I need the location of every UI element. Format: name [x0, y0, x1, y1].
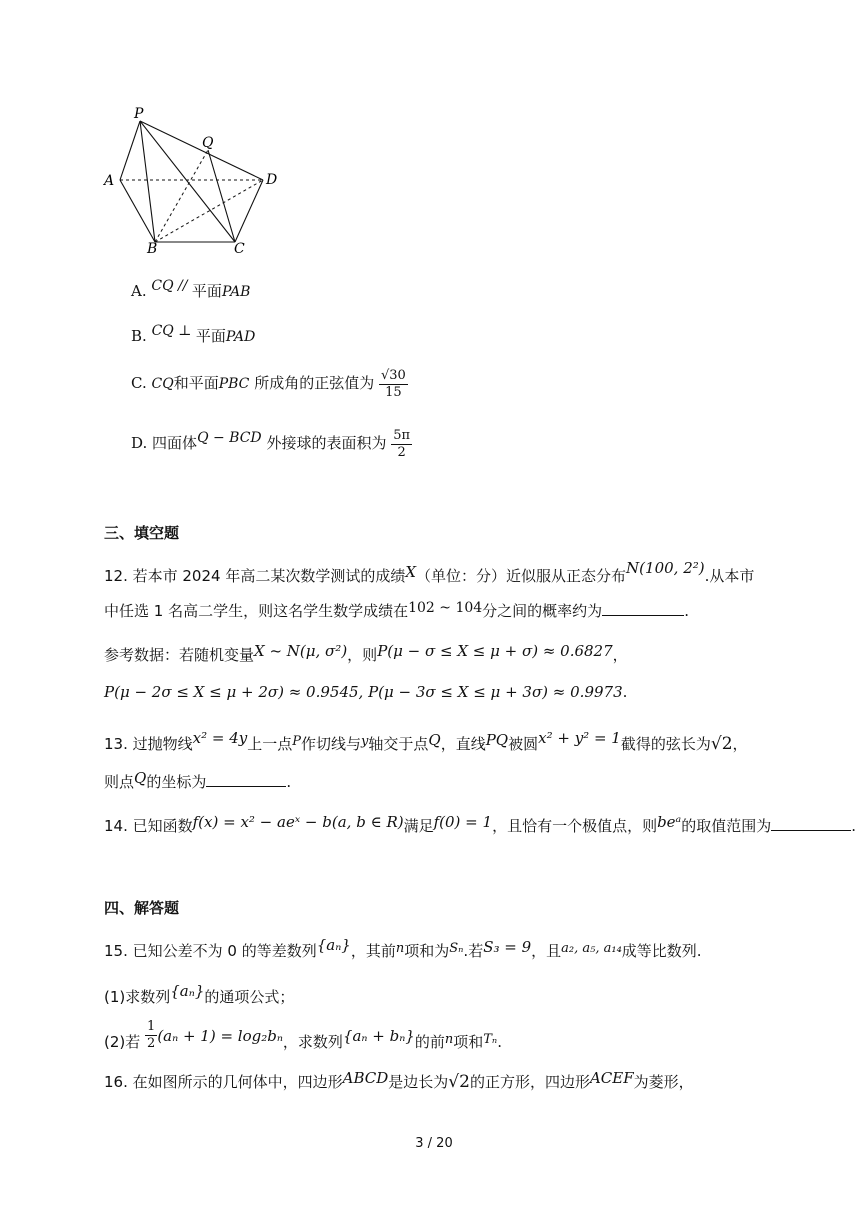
- edge-BD: [155, 180, 263, 242]
- label-Q: Q: [202, 135, 214, 151]
- q13-line2: 则点Q的坐标为 .: [104, 769, 292, 791]
- edge-AB: [120, 180, 155, 242]
- label-D: D: [266, 172, 278, 188]
- geometry-figure: [100, 105, 290, 260]
- q14-answer-blank[interactable]: [771, 830, 851, 831]
- option-d: D. 四面体Q − BCD 外接球的表面积为 $\frac{5\pi}{2}$: [131, 428, 411, 460]
- edge-CD: [235, 180, 263, 242]
- label-P: P: [134, 106, 144, 122]
- section-title-fill-in: 三、填空题: [104, 524, 180, 542]
- label-C: C: [234, 241, 245, 257]
- q12-line1: 12. 若本市 2024 年高二某次数学测试的成绩X（单位：分）近似服从正态分布N(100, 2²).从本市: [104, 559, 755, 585]
- section-title-solutions: 四、解答题: [104, 899, 180, 917]
- option-b: B. CQ ⊥ 平面PAD: [131, 323, 256, 345]
- q13-answer-blank[interactable]: [206, 786, 286, 787]
- option-a: A. CQ // 平面PAB: [131, 278, 251, 300]
- label-A: A: [104, 173, 115, 189]
- q12-reference: 参考数据：若随机变量X ~ N(μ, σ²)，则P(μ − σ ≤ X ≤ μ + σ) ≈ 0.6827，: [104, 642, 628, 664]
- q14-line: 14. 已知函数f(x) = x² − aeˣ − b(a, b ∈ R)满足f(0) = 1，且恰有一个极值点，则beᵃ的取值范围为 .: [104, 813, 856, 835]
- q15-part1: (1)求数列{aₙ}的通项公式；: [104, 982, 295, 1006]
- edge-PB: [140, 121, 155, 242]
- q15-line1: 15. 已知公差不为 0 的等差数列{aₙ}，其前n项和为Sₙ.若S₃ = 9，且a₂, a₅, a₁₄成等比数列.: [104, 936, 702, 960]
- edge-PA: [120, 121, 140, 180]
- q12-line2: 中任选 1 名高二学生，则这名学生数学成绩在102 ~ 104分之间的概率约为 .: [104, 600, 689, 620]
- fraction-half: $\frac{1}{2}$: [147, 1019, 156, 1051]
- page-number: 3 / 20: [415, 1136, 453, 1151]
- fraction-d: $\frac{5\pi}{2}$: [393, 428, 411, 460]
- edge-BQ: [155, 150, 208, 242]
- label-B: B: [147, 241, 158, 257]
- fraction-c: $\frac{√30}{15}$: [380, 368, 406, 400]
- option-c: C. CQ和平面PBC 所成角的正弦值为 $\frac{√30}{15}$: [131, 368, 406, 400]
- q16-line1: 16. 在如图所示的几何体中，四边形ABCD是边长为√2的正方形，四边形ACEF为菱形，: [104, 1069, 694, 1092]
- q12-reference-2: P(μ − 2σ ≤ X ≤ μ + 2σ) ≈ 0.9545, P(μ − 3σ ≤ X ≤ μ + 3σ) ≈ 0.9973.: [104, 683, 628, 701]
- q13-line1: 13. 过抛物线x² = 4y上一点P作切线与y轴交于点Q，直线PQ被圆x² + y² = 1截得的弦长为√2，: [104, 729, 748, 754]
- q12-answer-blank[interactable]: [602, 615, 684, 616]
- edge-QC: [208, 150, 235, 242]
- q15-part2: (2)若 $\frac{1}{2}$ (aₙ + 1) = log₂bₙ，求数列{aₙ + bₙ}的前n项和Tₙ.: [104, 1019, 502, 1052]
